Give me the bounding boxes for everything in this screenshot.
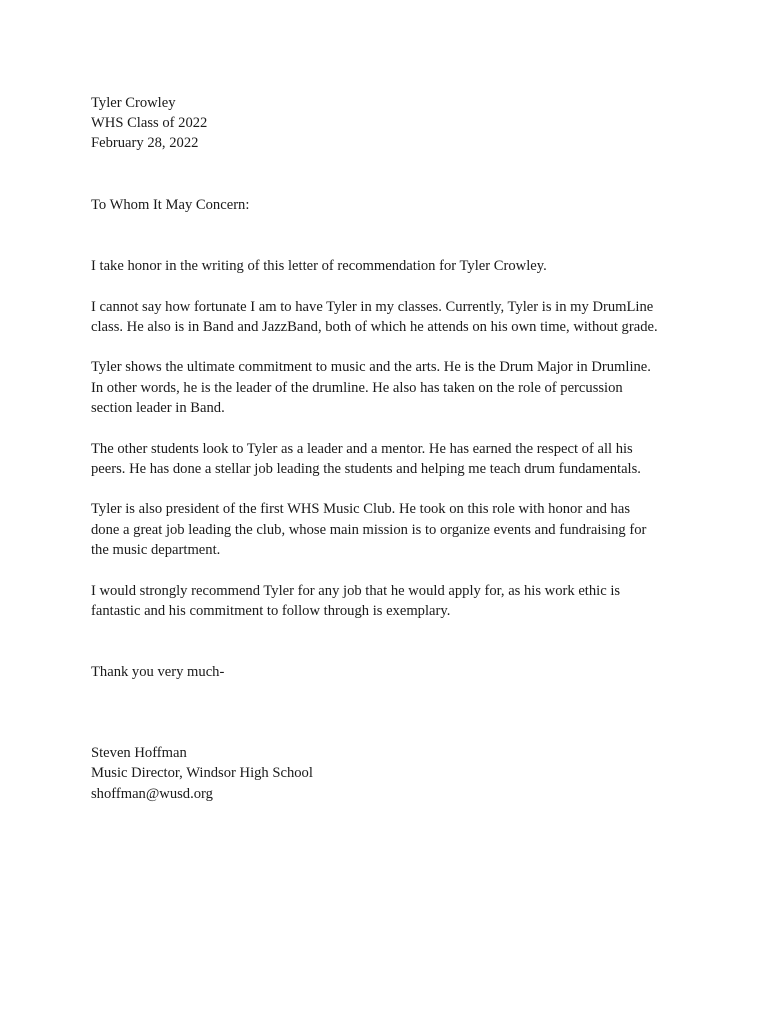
paragraph-line: the music department. <box>91 541 221 558</box>
paragraph-line: I take honor in the writing of this letter of recommendation for Tyler Crowley. <box>91 257 547 274</box>
salutation-text: To Whom It May Concern: <box>91 196 250 213</box>
paragraph-line: I would strongly recommend Tyler for any job that he would apply for, as his work ethic is <box>91 582 621 599</box>
paragraph-commitment <box>91 357 691 418</box>
salutation <box>91 195 691 215</box>
closing-text: Thank you very much- <box>91 663 225 680</box>
paragraph-line: The other students look to Tyler as a leader and a mentor. He has earned the respect of all his <box>91 440 633 457</box>
paragraph-classes <box>91 297 691 337</box>
paragraph-line: Tyler is also president of the first WHS Music Club. He took on this role with honor and has <box>91 501 631 518</box>
paragraph-line: fantastic and his commitment to follow through is exemplary. <box>91 602 451 619</box>
paragraph-recommendation <box>91 581 691 621</box>
paragraph-line: class. He also is in Band and JazzBand, both of which he attends on his own time, without grade. <box>91 318 658 335</box>
signer-name: Steven Hoffman <box>91 745 187 762</box>
paragraph-line: I cannot say how fortunate I am to have Tyler in my classes. Currently, Tyler is in my DrumLine <box>91 298 654 315</box>
signature-block <box>91 743 691 804</box>
signer-title: Music Director, Windsor High School <box>91 765 313 782</box>
paragraph-leadership <box>91 439 691 479</box>
paragraph-line: Tyler shows the ultimate commitment to music and the arts. He is the Drum Major in Drumline. <box>91 359 651 376</box>
paragraph-line: section leader in Band. <box>91 399 225 416</box>
paragraph-line: done a great job leading the club, whose main mission is to organize events and fundraising for <box>91 521 647 538</box>
paragraph-line: peers. He has done a stellar job leading the students and helping me teach drum fundamentals. <box>91 460 641 477</box>
paragraph-intro <box>91 256 691 276</box>
letter-heading <box>91 93 691 154</box>
paragraph-line: In other words, he is the leader of the drumline. He also has taken on the role of percussion <box>91 379 623 396</box>
paragraph-music-club <box>91 499 691 560</box>
letter-page <box>91 93 691 804</box>
letter-date: February 28, 2022 <box>91 135 199 152</box>
closing <box>91 662 691 682</box>
student-name: Tyler Crowley <box>91 95 176 111</box>
class-of: WHS Class of 2022 <box>91 115 208 132</box>
signer-email: shoffman@wusd.org <box>91 785 213 802</box>
